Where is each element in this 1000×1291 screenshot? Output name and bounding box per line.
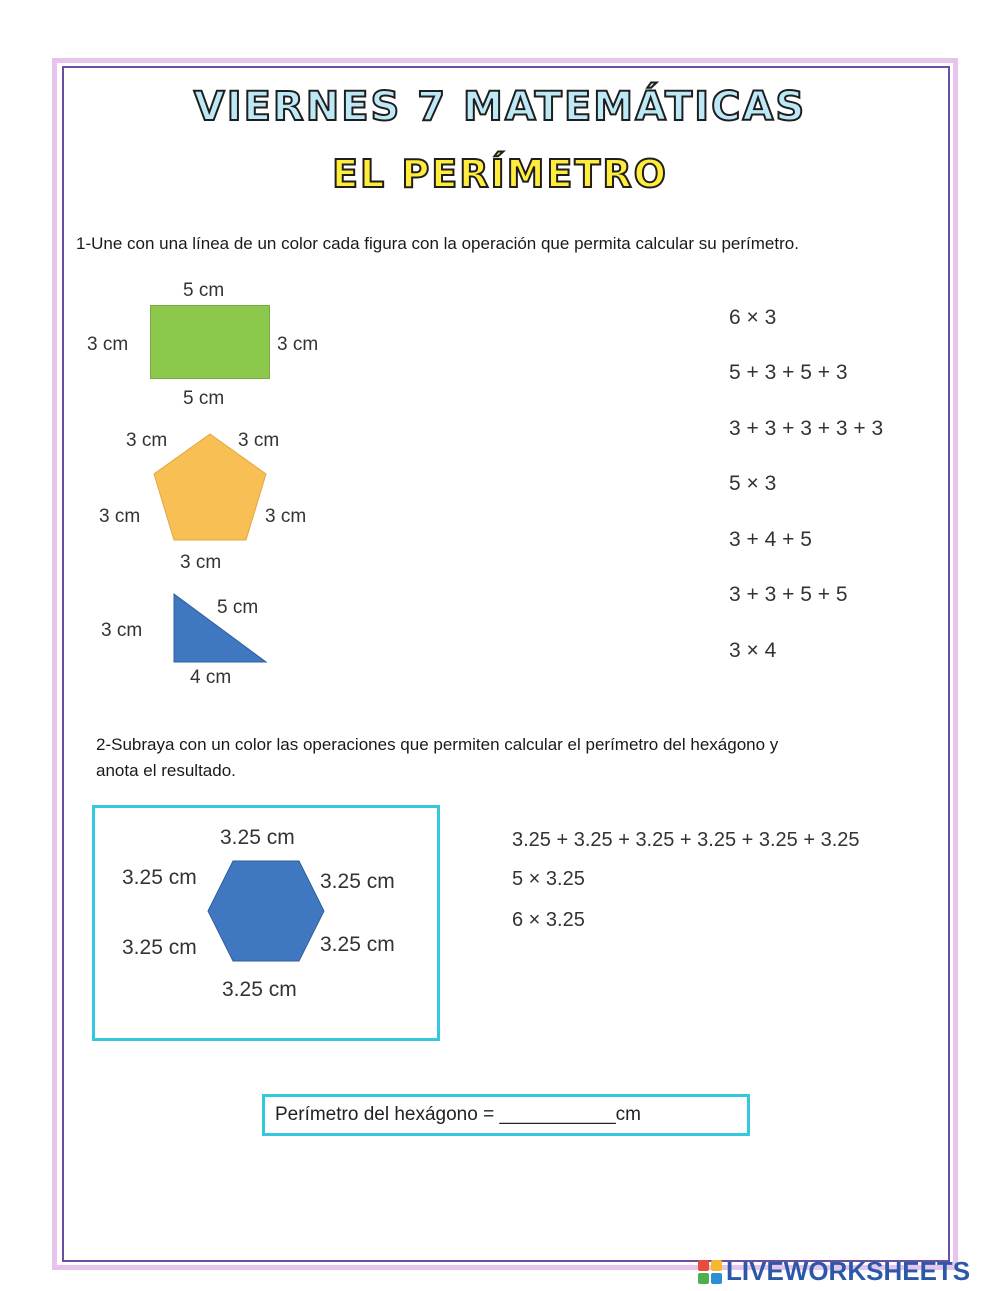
rectangle-right-label: 3 cm [277, 334, 319, 355]
operation-option: 6 × 3 [729, 306, 777, 329]
hexagon-top-label: 3.25 cm [220, 826, 295, 849]
hexagon-lower-right-label: 3.25 cm [320, 933, 395, 956]
hexagon-upper-left-label: 3.25 cm [122, 866, 197, 889]
triangle-bottom-label: 4 cm [190, 667, 232, 688]
question-2-text: 2-Subraya con un color las operaciones que permiten calcular el perímetro del hexágono y anota el resultado. [96, 735, 779, 780]
perimeter-answer-field[interactable]: Perímetro del hexágono = ___________cm [262, 1094, 750, 1136]
operation-option: 5 + 3 + 5 + 3 [729, 361, 848, 384]
hexagon-lower-left-label: 3.25 cm [122, 936, 197, 959]
operation-option: 3 + 3 + 5 + 5 [729, 583, 848, 606]
operation-option: 3 × 4 [729, 639, 777, 662]
hexagon-figure [205, 858, 327, 964]
rectangle-figure [150, 305, 270, 379]
pentagon-left-label: 3 cm [99, 506, 141, 527]
hexagon-operation-option: 5 × 3.25 [512, 868, 585, 890]
liveworksheets-logo-icon [698, 1260, 722, 1284]
liveworksheets-watermark [698, 1256, 970, 1287]
hexagon-operation-option: 6 × 3.25 [512, 909, 585, 931]
pentagon-top-right-label: 3 cm [238, 430, 280, 451]
triangle-left-label: 3 cm [101, 620, 143, 641]
title-topic: EL PERÍMETRO [332, 152, 668, 196]
hexagon-upper-right-label: 3.25 cm [320, 870, 395, 893]
rectangle-bottom-label: 5 cm [183, 388, 225, 409]
rectangle-left-label: 3 cm [87, 334, 129, 355]
operation-option: 3 + 4 + 5 [729, 528, 812, 551]
triangle-hypotenuse-label: 5 cm [217, 597, 259, 618]
hexagon-bottom-label: 3.25 cm [222, 978, 297, 1001]
watermark-text: LIVEWORKSHEETS [726, 1256, 971, 1286]
pentagon-bottom-label: 3 cm [180, 552, 222, 573]
title-day-subject: VIERNES 7 MATEMÁTICAS [193, 84, 807, 130]
rectangle-top-label: 5 cm [183, 280, 225, 301]
pentagon-top-left-label: 3 cm [126, 430, 168, 451]
pentagon-right-label: 3 cm [265, 506, 307, 527]
operation-option: 5 × 3 [729, 472, 777, 495]
question-1-text: 1-Une con una línea de un color cada figura con la operación que permita calcular su perímetro. [76, 234, 799, 253]
hexagon-operation-option: 3.25 + 3.25 + 3.25 + 3.25 + 3.25 + 3.25 [512, 829, 860, 851]
operation-option: 3 + 3 + 3 + 3 + 3 [729, 417, 884, 440]
